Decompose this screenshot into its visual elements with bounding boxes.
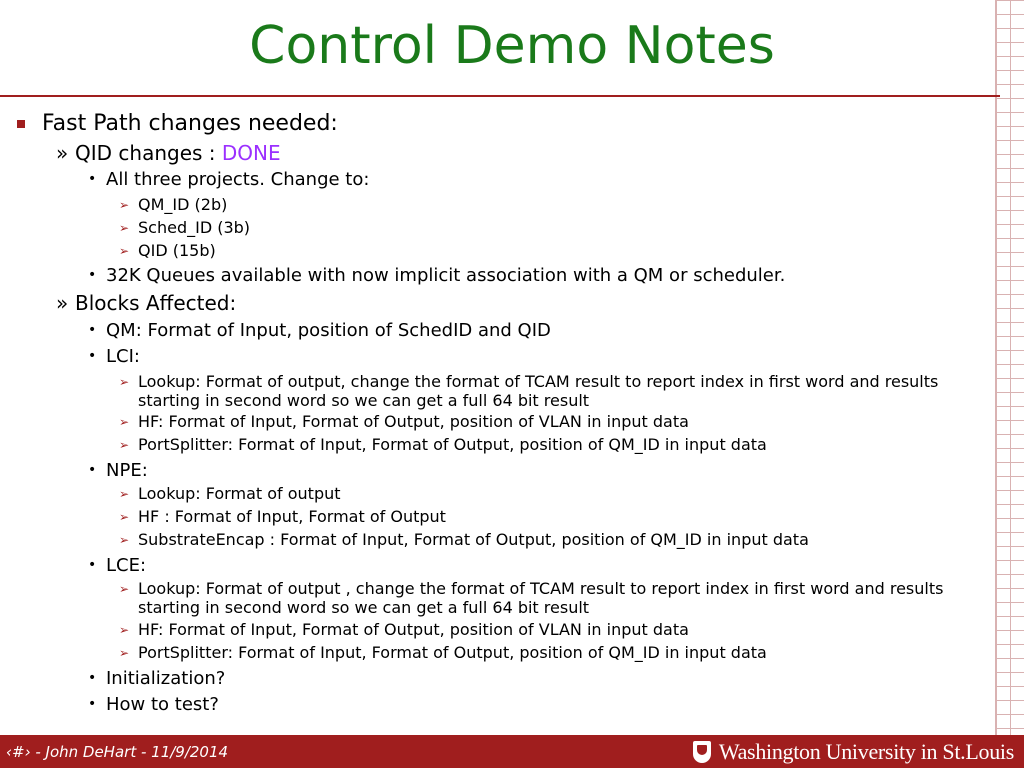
university-shield-icon — [693, 741, 711, 763]
lci-portsplitter: PortSplitter: Format of Input, Format of Output, position of QM_ID in input data — [138, 435, 767, 454]
slide-title: Control Demo Notes — [249, 16, 775, 76]
arrow-bullet-icon: ➢ — [119, 221, 130, 235]
lce-lookup: Lookup: Format of output , change the format of TCAM result to report index in first word and results starting in second word so we can get a full 64 bit result — [138, 579, 944, 617]
level1-bullet-icon — [17, 120, 25, 128]
footer-author-date: ‹#› - John DeHart - 11/9/2014 — [6, 743, 229, 761]
qid-changes-heading — [75, 141, 281, 165]
how-to-test-item: How to test? — [106, 694, 219, 715]
npe-label: NPE: — [106, 460, 148, 481]
blocks-affected-heading: Blocks Affected: — [75, 291, 237, 315]
all-three-projects: All three projects. Change to: — [106, 169, 370, 190]
lce-label: LCE: — [106, 555, 147, 576]
lce-portsplitter: PortSplitter: Format of Input, Format of Output, position of QM_ID in input data — [138, 643, 767, 662]
sub-item-qid: QID (15b) — [138, 241, 216, 260]
dot-bullet-icon: • — [88, 348, 97, 364]
arrow-bullet-icon: ➢ — [119, 438, 130, 452]
queues-note: 32K Queues available with now implicit association with a QM or scheduler. — [106, 265, 786, 286]
npe-hf: HF : Format of Input, Format of Output — [138, 507, 446, 526]
dot-bullet-icon: • — [88, 557, 97, 573]
lci-label: LCI: — [106, 346, 140, 367]
dot-bullet-icon: • — [88, 171, 97, 187]
dot-bullet-icon: • — [88, 670, 97, 686]
npe-substrateencap: SubstrateEncap : Format of Input, Format of Output, position of QM_ID in input data — [138, 530, 809, 549]
dot-bullet-icon: • — [88, 322, 97, 338]
lci-lookup: Lookup: Format of output, change the format of TCAM result to report index in first word and results starting in second word so we can get a full 64 bit result — [138, 372, 939, 410]
arrow-bullet-icon: ➢ — [119, 487, 130, 501]
dot-bullet-icon: • — [88, 267, 97, 283]
lce-hf: HF: Format of Input, Format of Output, position of VLAN in input data — [138, 620, 689, 639]
arrow-bullet-icon: ➢ — [119, 510, 130, 524]
arrow-bullet-icon: ➢ — [119, 415, 130, 429]
initialization-item: Initialization? — [106, 668, 226, 689]
university-name: Washington University in St.Louis — [718, 739, 1014, 764]
decorative-grid-strip — [995, 0, 1024, 735]
title-divider — [0, 95, 1000, 97]
arrow-bullet-icon: ➢ — [119, 244, 130, 258]
chevron-bullet-icon: » — [56, 291, 69, 315]
arrow-bullet-icon: ➢ — [119, 582, 130, 596]
footer-bar — [0, 735, 1024, 768]
qid-changes-label: QID changes : — [75, 141, 222, 165]
arrow-bullet-icon: ➢ — [119, 375, 130, 389]
qm-line: QM: Format of Input, position of SchedID and QID — [106, 320, 551, 341]
arrow-bullet-icon: ➢ — [119, 198, 130, 212]
dot-bullet-icon: • — [88, 462, 97, 478]
sub-item-qm-id: QM_ID (2b) — [138, 195, 228, 214]
fast-path-heading: Fast Path changes needed: — [42, 111, 338, 136]
university-logo — [693, 739, 1014, 765]
done-status: DONE — [221, 141, 281, 165]
arrow-bullet-icon: ➢ — [119, 623, 130, 637]
dot-bullet-icon: • — [88, 696, 97, 712]
lci-hf: HF: Format of Input, Format of Output, position of VLAN in input data — [138, 412, 689, 431]
npe-lookup: Lookup: Format of output — [138, 484, 341, 503]
arrow-bullet-icon: ➢ — [119, 533, 130, 547]
sub-item-sched-id: Sched_ID (3b) — [138, 218, 251, 237]
arrow-bullet-icon: ➢ — [119, 646, 130, 660]
chevron-bullet-icon: » — [56, 141, 69, 165]
